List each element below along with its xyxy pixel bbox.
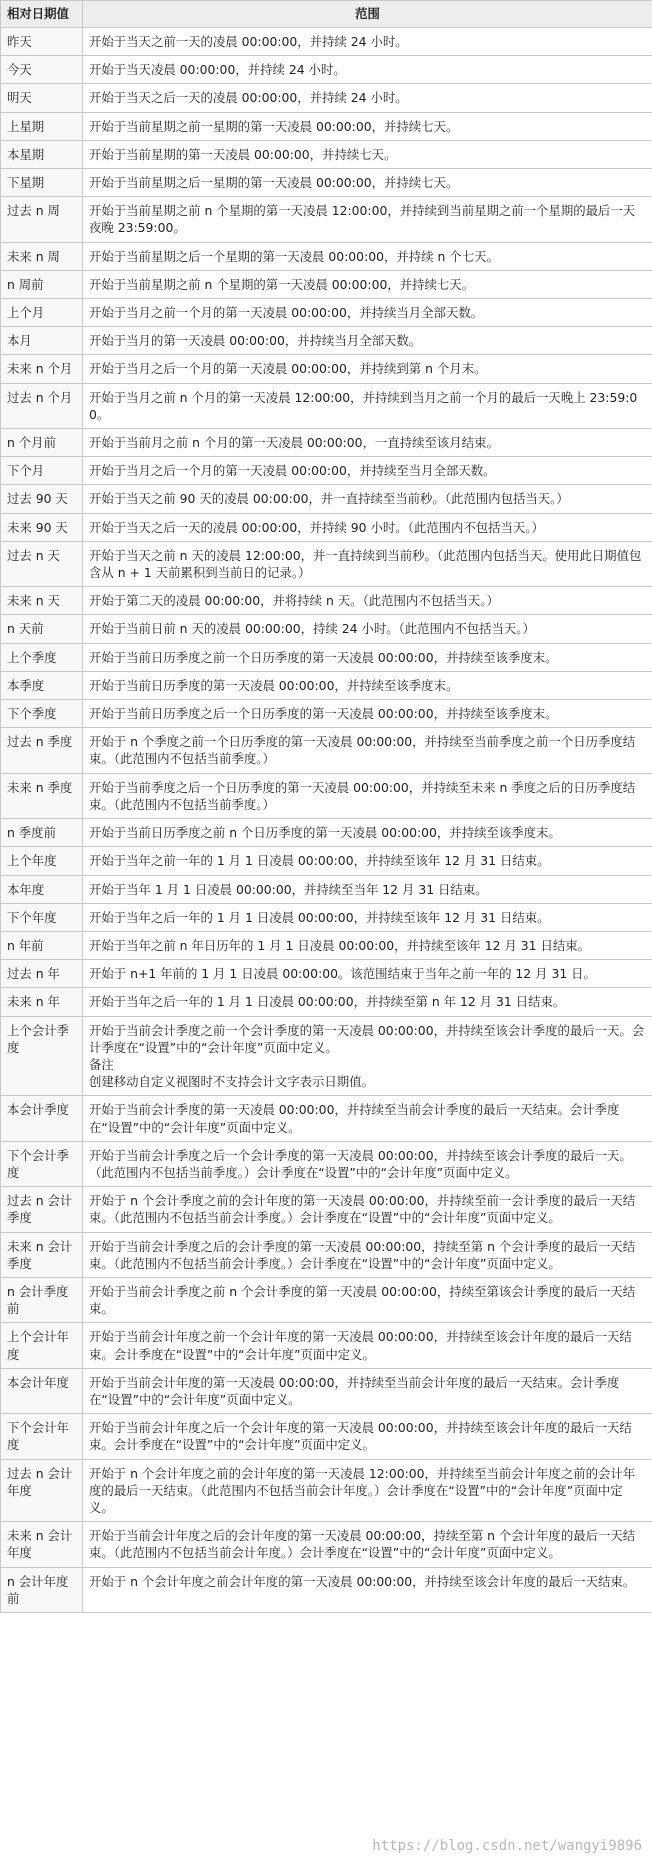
relative-date-value: 本年度 xyxy=(1,875,83,903)
range-description: 开始于当天之前 n 天的凌晨 12:00:00，并一直持续到当前秒。（此范围内包括当天。使用此日期值包含从 n + 1 天前累积到当前日的记录。） xyxy=(83,541,652,586)
relative-date-value: n 周前 xyxy=(1,270,83,298)
table-row xyxy=(1,457,652,485)
table-row xyxy=(1,700,652,728)
table-row xyxy=(1,875,652,903)
table-row xyxy=(1,513,652,541)
relative-date-value: 下个会计季度 xyxy=(1,1141,83,1186)
table-row xyxy=(1,728,652,773)
relative-date-value: 下个季度 xyxy=(1,700,83,728)
table-row xyxy=(1,429,652,457)
column-header-range: 范围 xyxy=(83,1,652,28)
relative-date-value: 未来 n 年 xyxy=(1,988,83,1016)
relative-date-value: 本季度 xyxy=(1,671,83,699)
relative-date-value: 今天 xyxy=(1,56,83,84)
range-description: 开始于当年之后一年的 1 月 1 日凌晨 00:00:00，并持续至该年 12 月 31 日结束。 xyxy=(83,903,652,931)
table-row xyxy=(1,671,652,699)
relative-date-value: 未来 90 天 xyxy=(1,513,83,541)
table-row xyxy=(1,960,652,988)
range-description: 开始于当前星期之前一星期的第一天凌晨 00:00:00，并持续七天。 xyxy=(83,112,652,140)
table-row xyxy=(1,28,652,56)
table-row xyxy=(1,383,652,428)
relative-date-value: 过去 n 季度 xyxy=(1,728,83,773)
table-row xyxy=(1,197,652,242)
range-description: 开始于当前星期的第一天凌晨 00:00:00，并持续七天。 xyxy=(83,140,652,168)
range-description: 开始于当月的第一天凌晨 00:00:00，并持续当月全部天数。 xyxy=(83,327,652,355)
range-description: 开始于当前星期之前 n 个星期的第一天凌晨 00:00:00，并持续七天。 xyxy=(83,270,652,298)
relative-date-value: 本会计年度 xyxy=(1,1368,83,1413)
table-row xyxy=(1,56,652,84)
table-row xyxy=(1,903,652,931)
table-row xyxy=(1,327,652,355)
table-row xyxy=(1,1141,652,1186)
table-row xyxy=(1,847,652,875)
table-row xyxy=(1,84,652,112)
table-row xyxy=(1,242,652,270)
relative-date-value: n 天前 xyxy=(1,615,83,643)
relative-date-value: 昨天 xyxy=(1,28,83,56)
relative-date-value: n 年前 xyxy=(1,931,83,959)
relative-date-value: 下个月 xyxy=(1,457,83,485)
table-row xyxy=(1,819,652,847)
watermark: https://blog.csdn.net/wangyi9896 xyxy=(372,1838,642,1854)
table-row xyxy=(1,112,652,140)
table-row xyxy=(1,1567,652,1612)
relative-date-value: 过去 90 天 xyxy=(1,485,83,513)
relative-date-value: n 个月前 xyxy=(1,429,83,457)
range-description: 开始于 n 个会计年度之前会计年度的第一天凌晨 00:00:00，并持续至该会计年度的最后一天结束。 xyxy=(83,1567,652,1612)
range-description: 开始于当前会计年度之后的会计年度的第一天凌晨 00:00:00，持续至第 n 个会计年度的最后一天结束。（此范围内不包括当前会计年度。）会计季度在“设置”中的“会计年度”页面中定义。 xyxy=(83,1522,652,1567)
table-header-row xyxy=(1,1,652,28)
relative-date-value: 上个年度 xyxy=(1,847,83,875)
relative-date-value: 未来 n 周 xyxy=(1,242,83,270)
range-description: 开始于当天之后一天的凌晨 00:00:00，并持续 24 小时。 xyxy=(83,84,652,112)
relative-date-value: 本星期 xyxy=(1,140,83,168)
relative-date-value: 未来 n 季度 xyxy=(1,773,83,818)
table-row xyxy=(1,1232,652,1277)
relative-date-value: 下个年度 xyxy=(1,903,83,931)
range-description: 开始于 n 个会计年度之前的会计年度的第一天凌晨 12:00:00，并持续至当前会计年度之前的会计年度的最后一天结束。（此范围内不包括当前会计年度。）会计季度在“设置”中的“会计年度”页面中定义。 xyxy=(83,1459,652,1522)
relative-date-value: 本月 xyxy=(1,327,83,355)
relative-date-value: 未来 n 个月 xyxy=(1,355,83,383)
range-description: 开始于当前会计年度之前一个会计年度的第一天凌晨 00:00:00，并持续至该会计年度的最后一天结束。会计季度在“设置”中的“会计年度”页面中定义。 xyxy=(83,1323,652,1368)
table-row xyxy=(1,1368,652,1413)
relative-date-value: 上个会计季度 xyxy=(1,1016,83,1096)
relative-date-value: 上星期 xyxy=(1,112,83,140)
range-description: 开始于 n+1 年前的 1 月 1 日凌晨 00:00:00。该范围结束于当年之前一年的 12 月 31 日。 xyxy=(83,960,652,988)
column-header-value: 相对日期值 xyxy=(1,1,83,28)
relative-date-value: 过去 n 年 xyxy=(1,960,83,988)
relative-date-value: 未来 n 会计季度 xyxy=(1,1232,83,1277)
relative-date-value: 过去 n 会计年度 xyxy=(1,1459,83,1522)
range-description: 开始于当前会计季度之前一个会计季度的第一天凌晨 00:00:00，并持续至该会计季度的最后一天。会计季度在“设置”中的“会计年度”页面中定义。 备注 创建移动自定义视图时不支持会计文字表示日期值。 xyxy=(83,1016,652,1096)
relative-date-value: 未来 n 会计年度 xyxy=(1,1522,83,1567)
range-description: 开始于当天之前一天的凌晨 00:00:00，并持续 24 小时。 xyxy=(83,28,652,56)
range-description: 开始于当前星期之后一星期的第一天凌晨 00:00:00，并持续七天。 xyxy=(83,169,652,197)
range-description: 开始于当月之后一个月的第一天凌晨 00:00:00，并持续到第 n 个月末。 xyxy=(83,355,652,383)
table-row xyxy=(1,169,652,197)
range-description: 开始于当前季度之后一个日历季度的第一天凌晨 00:00:00，并持续至未来 n 季度之后的日历季度结束。（此范围内不包括当前季度。） xyxy=(83,773,652,818)
table-row xyxy=(1,355,652,383)
table-row xyxy=(1,1414,652,1459)
relative-date-value: 上个会计年度 xyxy=(1,1323,83,1368)
range-description: 开始于当前星期之前 n 个星期的第一天凌晨 12:00:00，并持续到当前星期之前一个星期的最后一天夜晚 23:59:00。 xyxy=(83,197,652,242)
range-description: 开始于当年 1 月 1 日凌晨 00:00:00，并持续至当年 12 月 31 日结束。 xyxy=(83,875,652,903)
table-row xyxy=(1,485,652,513)
table-row xyxy=(1,615,652,643)
table-row xyxy=(1,1096,652,1141)
relative-date-value: 过去 n 会计季度 xyxy=(1,1187,83,1232)
range-description: 开始于当年之前 n 年日历年的 1 月 1 日凌晨 00:00:00，并持续至该年 12 月 31 日结束。 xyxy=(83,931,652,959)
relative-date-value: n 会计年度前 xyxy=(1,1567,83,1612)
table-row xyxy=(1,988,652,1016)
relative-date-value: 过去 n 周 xyxy=(1,197,83,242)
table-row xyxy=(1,270,652,298)
range-description: 开始于当前会计季度之前 n 个会计季度的第一天凌晨 00:00:00，持续至第该会计季度的最后一天结束。 xyxy=(83,1277,652,1322)
range-description: 开始于当月之前一个月的第一天凌晨 00:00:00，并持续当月全部天数。 xyxy=(83,299,652,327)
table-row xyxy=(1,931,652,959)
range-description: 开始于当前日历季度之后一个日历季度的第一天凌晨 00:00:00，并持续至该季度末。 xyxy=(83,700,652,728)
range-description: 开始于当年之前一年的 1 月 1 日凌晨 00:00:00，并持续至该年 12 月 31 日结束。 xyxy=(83,847,652,875)
range-description: 开始于当前星期之后一个星期的第一天凌晨 00:00:00，并持续 n 个七天。 xyxy=(83,242,652,270)
relative-date-value: n 季度前 xyxy=(1,819,83,847)
range-description: 开始于当前会计季度之后一个会计季度的第一天凌晨 00:00:00，并持续至该会计季度的最后一天。（此范围内不包括当前季度。）会计季度在“设置”中的“会计年度”页面中定义。 xyxy=(83,1141,652,1186)
range-description: 开始于当前会计季度的第一天凌晨 00:00:00，并持续至当前会计季度的最后一天结束。会计季度在“设置”中的“会计年度”页面中定义。 xyxy=(83,1096,652,1141)
range-description: 开始于当月之后一个月的第一天凌晨 00:00:00，并持续至当月全部天数。 xyxy=(83,457,652,485)
relative-date-value: 过去 n 个月 xyxy=(1,383,83,428)
table-row xyxy=(1,140,652,168)
table-row xyxy=(1,1277,652,1322)
relative-date-value: 上个季度 xyxy=(1,643,83,671)
relative-date-value: 明天 xyxy=(1,84,83,112)
range-description: 开始于当前日前 n 天的凌晨 00:00:00，持续 24 小时。（此范围内不包括当天。） xyxy=(83,615,652,643)
range-description: 开始于当前会计季度之后的会计季度的第一天凌晨 00:00:00，持续至第 n 个会计季度的最后一天结束。（此范围内不包括当前会计季度。）会计季度在“设置”中的“会计年度”页面中定义。 xyxy=(83,1232,652,1277)
table-row xyxy=(1,1459,652,1522)
range-description: 开始于当月之前 n 个月的第一天凌晨 12:00:00，并持续到当月之前一个月的最后一天晚上 23:59:00。 xyxy=(83,383,652,428)
relative-date-value: 下个会计年度 xyxy=(1,1414,83,1459)
relative-date-value: n 会计季度前 xyxy=(1,1277,83,1322)
range-description: 开始于当前日历季度的第一天凌晨 00:00:00，并持续至该季度末。 xyxy=(83,671,652,699)
table-row xyxy=(1,1016,652,1096)
table-row xyxy=(1,1323,652,1368)
range-description: 开始于当天之前 90 天的凌晨 00:00:00，并一直持续至当前秒。（此范围内包括当天。） xyxy=(83,485,652,513)
table-row xyxy=(1,643,652,671)
relative-date-value: 下星期 xyxy=(1,169,83,197)
range-description: 开始于当前会计年度之后一个会计年度的第一天凌晨 00:00:00，并持续至该会计年度的最后一天结束。会计季度在“设置”中的“会计年度”页面中定义。 xyxy=(83,1414,652,1459)
table-row xyxy=(1,587,652,615)
range-description: 开始于当前日历季度之前 n 个日历季度的第一天凌晨 00:00:00，并持续至该季度末。 xyxy=(83,819,652,847)
relative-date-value: 过去 n 天 xyxy=(1,541,83,586)
table-row xyxy=(1,299,652,327)
relative-date-value: 上个月 xyxy=(1,299,83,327)
relative-date-value: 本会计季度 xyxy=(1,1096,83,1141)
range-description: 开始于第二天的凌晨 00:00:00，并将持续 n 天。（此范围内不包括当天。） xyxy=(83,587,652,615)
table-row xyxy=(1,773,652,818)
range-description: 开始于当年之后一年的 1 月 1 日凌晨 00:00:00，并持续至第 n 年 12 月 31 日结束。 xyxy=(83,988,652,1016)
range-description: 开始于当前日历季度之前一个日历季度的第一天凌晨 00:00:00，并持续至该季度末。 xyxy=(83,643,652,671)
table-row xyxy=(1,541,652,586)
table-row xyxy=(1,1522,652,1567)
range-description: 开始于当天之后一天的凌晨 00:00:00，并持续 90 小时。（此范围内不包括当天。） xyxy=(83,513,652,541)
range-description: 开始于 n 个季度之前一个日历季度的第一天凌晨 00:00:00，并持续至当前季度之前一个日历季度结束。（此范围内不包括当前季度。） xyxy=(83,728,652,773)
table-row xyxy=(1,1187,652,1232)
range-description: 开始于当前会计年度的第一天凌晨 00:00:00，并持续至当前会计年度的最后一天结束。会计季度在“设置”中的“会计年度”页面中定义。 xyxy=(83,1368,652,1413)
range-description: 开始于 n 个会计季度之前的会计年度的第一天凌晨 00:00:00，并持续至前一会计季度的最后一天结束。（此范围内不包括当前会计季度。）会计季度在“设置”中的“会计年度”页面中定义。 xyxy=(83,1187,652,1232)
relative-date-value: 未来 n 天 xyxy=(1,587,83,615)
range-description: 开始于当前月之前 n 个月的第一天凌晨 00:00:00，一直持续至该月结束。 xyxy=(83,429,652,457)
range-description: 开始于当天凌晨 00:00:00，并持续 24 小时。 xyxy=(83,56,652,84)
